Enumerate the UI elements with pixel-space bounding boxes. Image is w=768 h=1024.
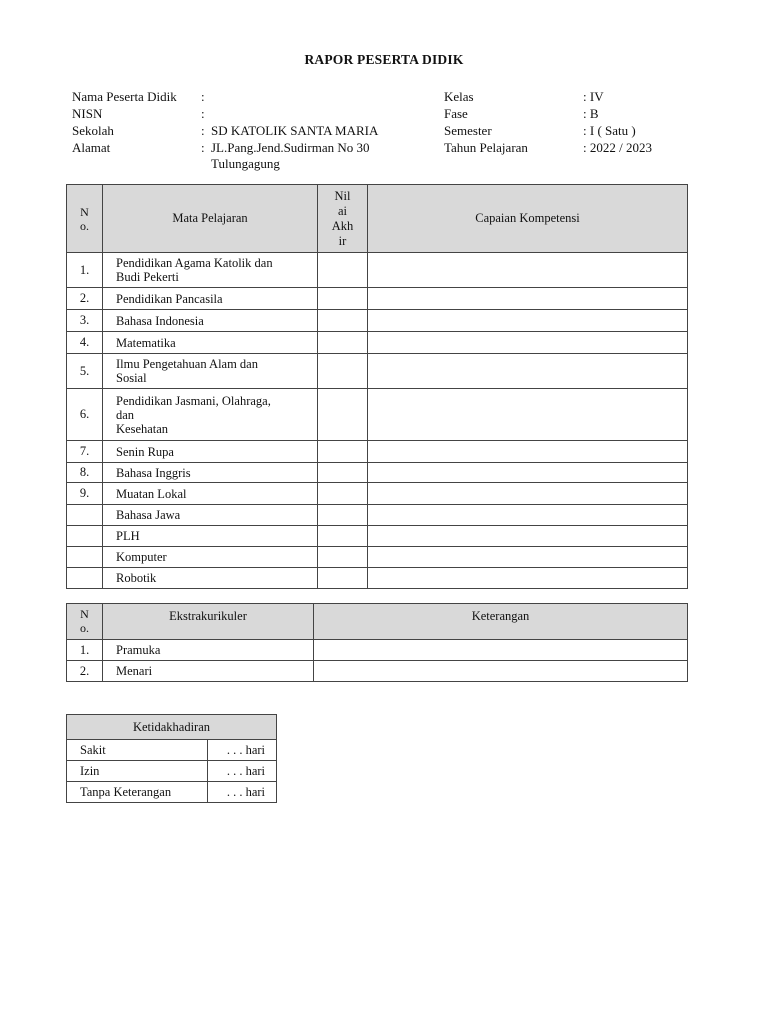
table-row bbox=[67, 354, 688, 389]
competency-cell bbox=[368, 332, 688, 354]
competency-cell bbox=[368, 441, 688, 463]
table-row bbox=[67, 389, 688, 441]
extracurricular-table bbox=[66, 603, 688, 682]
info-label-nisn: NISN bbox=[72, 106, 103, 121]
competency-cell bbox=[368, 526, 688, 547]
extracurricular-name: Pramuka bbox=[103, 640, 314, 661]
competency-cell bbox=[368, 310, 688, 332]
table-row bbox=[67, 441, 688, 463]
table-row bbox=[67, 483, 688, 505]
table-row bbox=[67, 761, 277, 782]
final-score-cell bbox=[318, 483, 368, 505]
info-value-academic-year: : 2022 / 2023 bbox=[583, 140, 652, 155]
row-number bbox=[67, 568, 103, 589]
absence-value-unexcused: . . . hari bbox=[208, 782, 277, 803]
table-row bbox=[67, 288, 688, 310]
final-score-cell bbox=[318, 441, 368, 463]
subject-name: Bahasa Inggris bbox=[103, 463, 318, 483]
competency-cell bbox=[368, 389, 688, 441]
header-absence: Ketidakhadiran bbox=[67, 715, 277, 740]
note-cell bbox=[314, 661, 688, 682]
final-score-cell bbox=[318, 354, 368, 389]
subjects-table bbox=[66, 184, 688, 589]
info-label-address: Alamat bbox=[72, 140, 111, 155]
info-sep-name: : bbox=[201, 89, 205, 104]
row-number: 5. bbox=[67, 354, 103, 389]
absence-value-sick: . . . hari bbox=[208, 740, 277, 761]
document-title: RAPOR PESERTA DIDIK bbox=[304, 52, 464, 67]
absence-label-sick: Sakit bbox=[67, 740, 208, 761]
competency-cell bbox=[368, 568, 688, 589]
row-number: 1. bbox=[67, 640, 103, 661]
table-row bbox=[67, 640, 688, 661]
info-value-address-line2: Tulungagung bbox=[211, 156, 280, 171]
header-final-score: Nil ai Akh ir bbox=[318, 185, 368, 253]
subject-name: Pendidikan Jasmani, Olahraga, dan Kesehatan bbox=[103, 389, 318, 441]
subject-name: Komputer bbox=[103, 547, 318, 568]
extracurricular-table-header bbox=[67, 604, 688, 640]
header-extracurricular: Ekstrakurikuler bbox=[103, 604, 314, 640]
info-label-name: Nama Peserta Didik bbox=[72, 89, 177, 104]
absence-value-permit: . . . hari bbox=[208, 761, 277, 782]
competency-cell bbox=[368, 483, 688, 505]
absence-label-permit: Izin bbox=[67, 761, 208, 782]
table-row bbox=[67, 547, 688, 568]
info-sep-school: : bbox=[201, 123, 205, 138]
info-sep-nisn: : bbox=[201, 106, 205, 121]
info-value-address: JL.Pang.Jend.Sudirman No 30 bbox=[211, 140, 370, 155]
subject-name: Muatan Lokal bbox=[103, 483, 318, 505]
table-row bbox=[67, 310, 688, 332]
table-row bbox=[67, 505, 688, 526]
table-row bbox=[67, 332, 688, 354]
header-note: Keterangan bbox=[314, 604, 688, 640]
info-value-semester: : I ( Satu ) bbox=[583, 123, 636, 138]
row-number: 7. bbox=[67, 441, 103, 463]
competency-cell bbox=[368, 505, 688, 526]
subject-name: Ilmu Pengetahuan Alam dan Sosial bbox=[103, 354, 318, 389]
absence-table-header bbox=[67, 715, 277, 740]
subject-name: PLH bbox=[103, 526, 318, 547]
row-number: 6. bbox=[67, 389, 103, 441]
subject-name: Bahasa Jawa bbox=[103, 505, 318, 526]
subject-name: Robotik bbox=[103, 568, 318, 589]
competency-cell bbox=[368, 288, 688, 310]
final-score-cell bbox=[318, 332, 368, 354]
row-number: 2. bbox=[67, 661, 103, 682]
row-number bbox=[67, 526, 103, 547]
competency-cell bbox=[368, 463, 688, 483]
final-score-cell bbox=[318, 568, 368, 589]
header-no: N o. bbox=[67, 185, 103, 253]
subject-name: Matematika bbox=[103, 332, 318, 354]
row-number: 4. bbox=[67, 332, 103, 354]
subject-name: Bahasa Indonesia bbox=[103, 310, 318, 332]
competency-cell bbox=[368, 547, 688, 568]
info-label-academic-year: Tahun Pelajaran bbox=[444, 140, 528, 155]
absence-label-unexcused: Tanpa Keterangan bbox=[67, 782, 208, 803]
final-score-cell bbox=[318, 547, 368, 568]
info-label-class: Kelas bbox=[444, 89, 474, 104]
info-label-semester: Semester bbox=[444, 123, 492, 138]
note-cell bbox=[314, 640, 688, 661]
subject-name: Pendidikan Agama Katolik dan Budi Pekerti bbox=[103, 253, 318, 288]
table-row bbox=[67, 740, 277, 761]
table-row bbox=[67, 253, 688, 288]
row-number: 8. bbox=[67, 463, 103, 483]
info-value-phase: : B bbox=[583, 106, 599, 121]
final-score-cell bbox=[318, 288, 368, 310]
row-number: 2. bbox=[67, 288, 103, 310]
absence-table bbox=[66, 714, 277, 803]
header-no: N o. bbox=[67, 604, 103, 640]
row-number bbox=[67, 505, 103, 526]
info-label-school: Sekolah bbox=[72, 123, 114, 138]
subject-name: Senin Rupa bbox=[103, 441, 318, 463]
final-score-cell bbox=[318, 310, 368, 332]
header-subject: Mata Pelajaran bbox=[103, 185, 318, 253]
row-number: 3. bbox=[67, 310, 103, 332]
info-sep-address: : bbox=[201, 140, 205, 155]
info-value-school: SD KATOLIK SANTA MARIA bbox=[211, 123, 379, 138]
final-score-cell bbox=[318, 526, 368, 547]
info-label-phase: Fase bbox=[444, 106, 468, 121]
final-score-cell bbox=[318, 253, 368, 288]
competency-cell bbox=[368, 253, 688, 288]
table-row bbox=[67, 526, 688, 547]
info-value-class: : IV bbox=[583, 89, 604, 104]
table-row bbox=[67, 661, 688, 682]
header-competency: Capaian Kompetensi bbox=[368, 185, 688, 253]
row-number: 9. bbox=[67, 483, 103, 505]
subjects-table-header bbox=[67, 185, 688, 253]
table-row bbox=[67, 568, 688, 589]
final-score-cell bbox=[318, 505, 368, 526]
extracurricular-name: Menari bbox=[103, 661, 314, 682]
final-score-cell bbox=[318, 463, 368, 483]
competency-cell bbox=[368, 354, 688, 389]
row-number bbox=[67, 547, 103, 568]
subject-name: Pendidikan Pancasila bbox=[103, 288, 318, 310]
table-row bbox=[67, 463, 688, 483]
table-row bbox=[67, 782, 277, 803]
row-number: 1. bbox=[67, 253, 103, 288]
final-score-cell bbox=[318, 389, 368, 441]
